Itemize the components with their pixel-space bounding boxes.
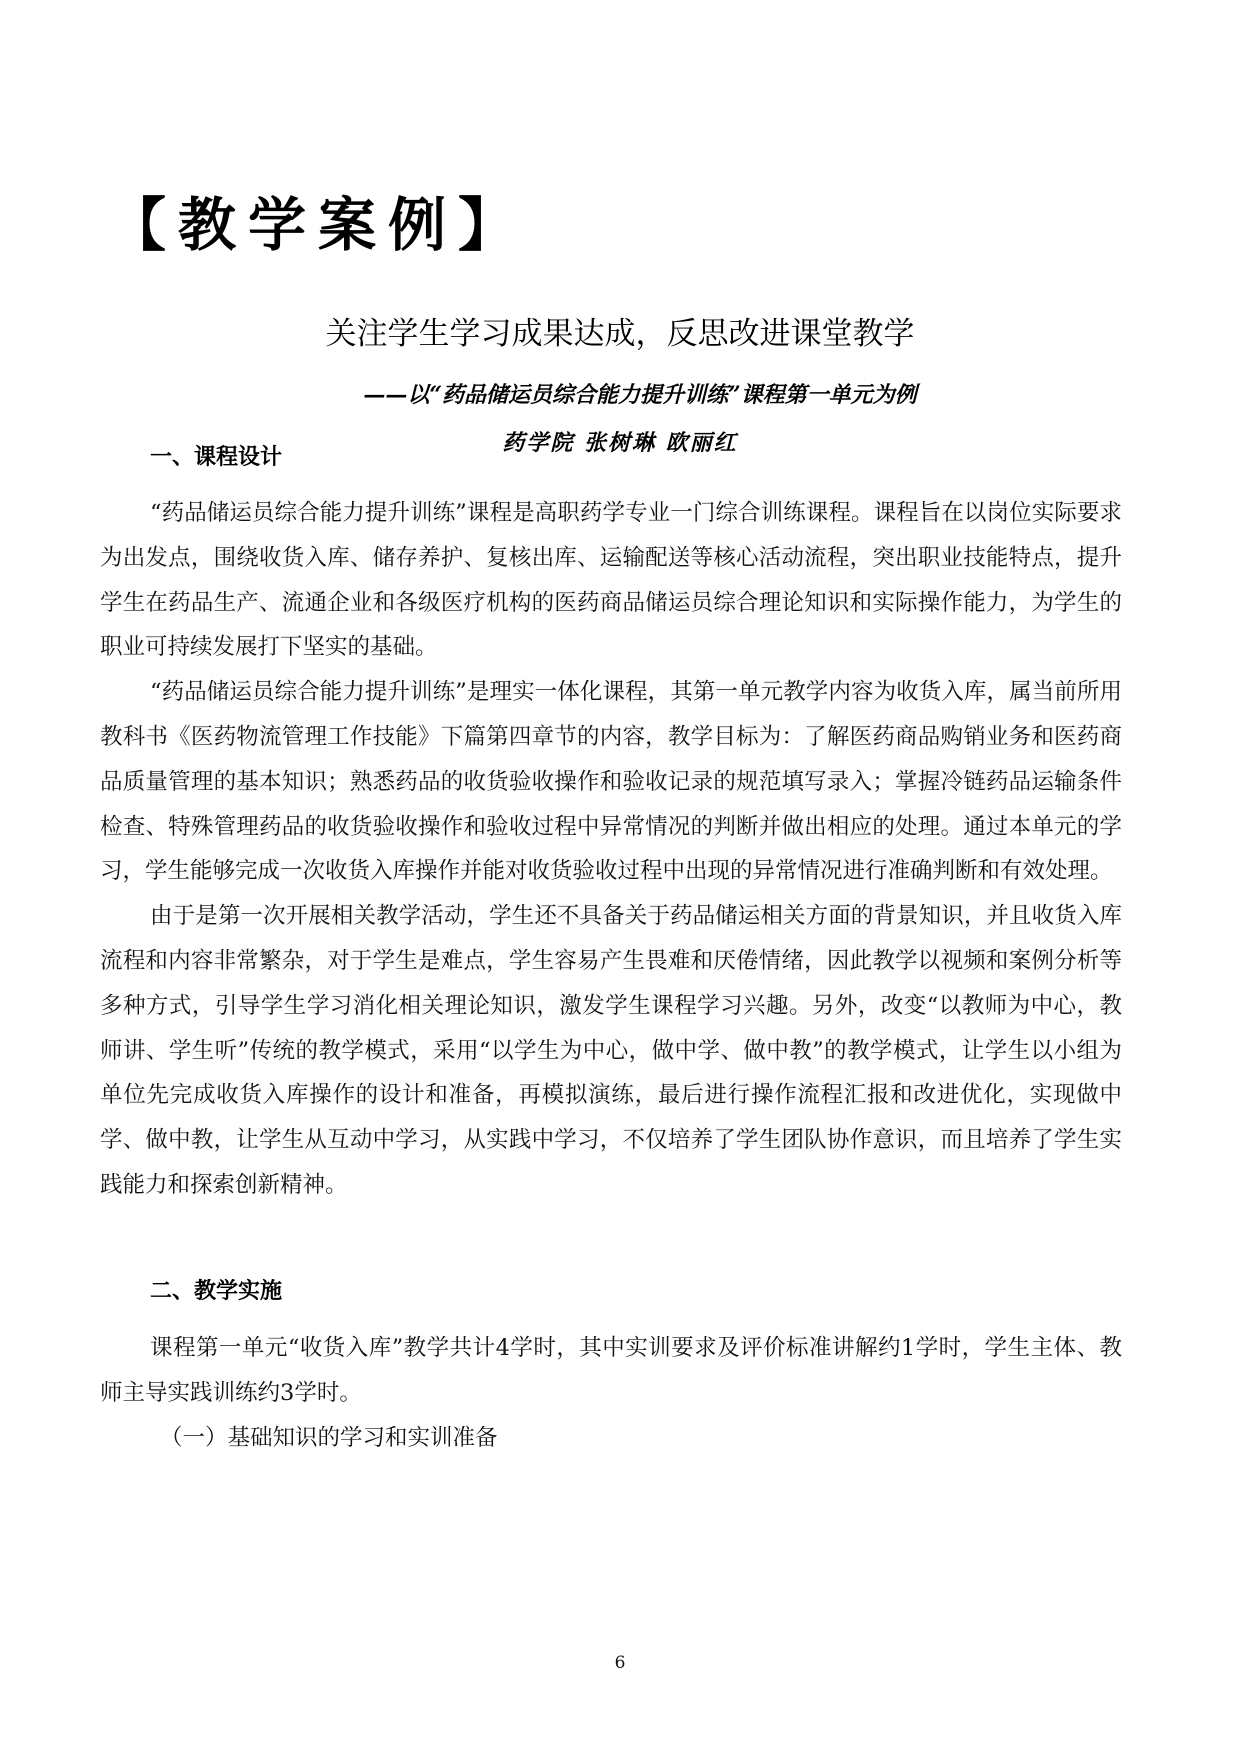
paragraph: “药品储运员综合能力提升训练”是理实一体化课程，其第一单元教学内容为收货入库，属当前所用教科书《医药物流管理工作技能》下篇第四章节的内容，教学目标为：了解医药商品购销业务和医药商品质量管理的基本知识；熟悉药品的收货验收操作和验收记录的规范填写录入；掌握冷链药品运输条件检查、特殊管理药品的收货验收操作和验收过程中异常情况的判断并做出相应的处理。通过本单元的学习，学生能够完成一次收货入库操作并能对收货验收过程中出现的异常情况进行准确判断和有效处理。 [100, 679, 1122, 885]
paragraph: 课程第一单元“收货入库”教学共计4学时，其中实训要求及评价标准讲解约1学时，学生主体、教师主导实践训练约3学时。 [100, 1335, 1122, 1406]
page-number: 6 [614, 1653, 626, 1673]
section-body-teaching-implementation [100, 1326, 1122, 1416]
subsection-heading-basic-knowledge: （一）基础知识的学习和实训准备 [160, 1425, 498, 1451]
section-heading-course-design: 一、课程设计 [150, 445, 283, 470]
section-heading-teaching-implementation: 二、教学实施 [150, 1279, 283, 1304]
paragraph: 由于是第一次开展相关教学活动，学生还不具备关于药品储运相关方面的背景知识，并且收货入库流程和内容非常繁杂，对于学生是难点，学生容易产生畏难和厌倦情绪，因此教学以视频和案例分析等多种方式，引导学生学习消化相关理论知识，激发学生课程学习兴趣。另外，改变“以教师为中心，教师讲、学生听”传统的教学模式，采用“以学生为中心，做中学、做中教”的教学模式，让学生以小组为单位先完成收货入库操作的设计和准备，再模拟演练，最后进行操作流程汇报和改进优化，实现做中学、做中教，让学生从互动中学习，从实践中学习，不仅培养了学生团队协作意识，而且培养了学生实践能力和探索创新精神。 [100, 903, 1122, 1198]
paragraph: “药品储运员综合能力提升训练”课程是高职药学专业一门综合训练课程。课程旨在以岗位实际要求为出发点，围绕收货入库、储存养护、复核出库、运输配送等核心活动流程，突出职业技能特点，提升学生在药品生产、流通企业和各级医疗机构的医药商品储运员综合理论知识和实际操作能力，为学生的职业可持续发展打下坚实的基础。 [100, 500, 1122, 661]
section-body-course-design [100, 491, 1122, 1208]
teaching-case-header: 【教学案例】 [108, 191, 529, 259]
article-title: 关注学生学习成果达成，反思改进课堂教学 [325, 316, 915, 352]
article-subtitle: ——以“药品储运员综合能力提升训练”课程第一单元为例 [363, 382, 917, 408]
article-authors: 药学院 张树琳 欧丽红 [502, 430, 738, 456]
